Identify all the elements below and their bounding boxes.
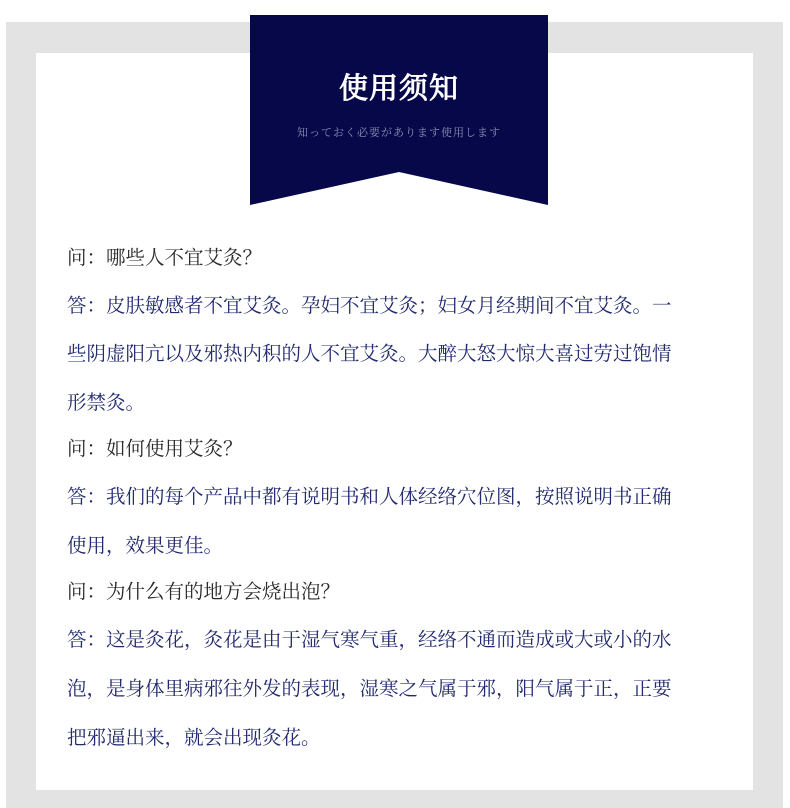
faq-question: 问：哪些人不宜艾灸？: [67, 246, 263, 269]
faq-answer-line: 泡，是身体里病邪往外发的表现，湿寒之气属于邪，阳气属于正，正要: [67, 677, 672, 700]
faq-answer-line: 答：这是灸花，灸花是由于湿气寒气重，经络不通而造成或大或小的水: [67, 628, 672, 651]
faq-answer-line: 答：我们的每个产品中都有说明书和人体经络穴位图，按照说明书正确: [67, 485, 672, 508]
faq-answer-line: 把邪逼出来，就会出现灸花。: [67, 726, 321, 749]
banner-ribbon-shape: [250, 15, 548, 205]
faq-question: 问：为什么有的地方会烧出泡？: [67, 580, 341, 603]
faq-answer-line: 答：皮肤敏感者不宜艾灸。孕妇不宜艾灸；妇女月经期间不宜艾灸。一: [67, 294, 672, 317]
faq-answer-line: 些阴虚阳亢以及邪热内积的人不宜艾灸。大醉大怒大惊大喜过劳过饱情: [67, 342, 672, 365]
faq-answer-line: 使用，效果更佳。: [67, 534, 224, 557]
page-title: 使用须知: [338, 71, 459, 105]
faq-question: 问：如何使用艾灸？: [67, 437, 243, 460]
title-banner: [250, 15, 548, 205]
page-subtitle: 知っておく必要があります使用します: [297, 126, 501, 139]
faq-answer-line: 形禁灸。: [67, 391, 146, 414]
